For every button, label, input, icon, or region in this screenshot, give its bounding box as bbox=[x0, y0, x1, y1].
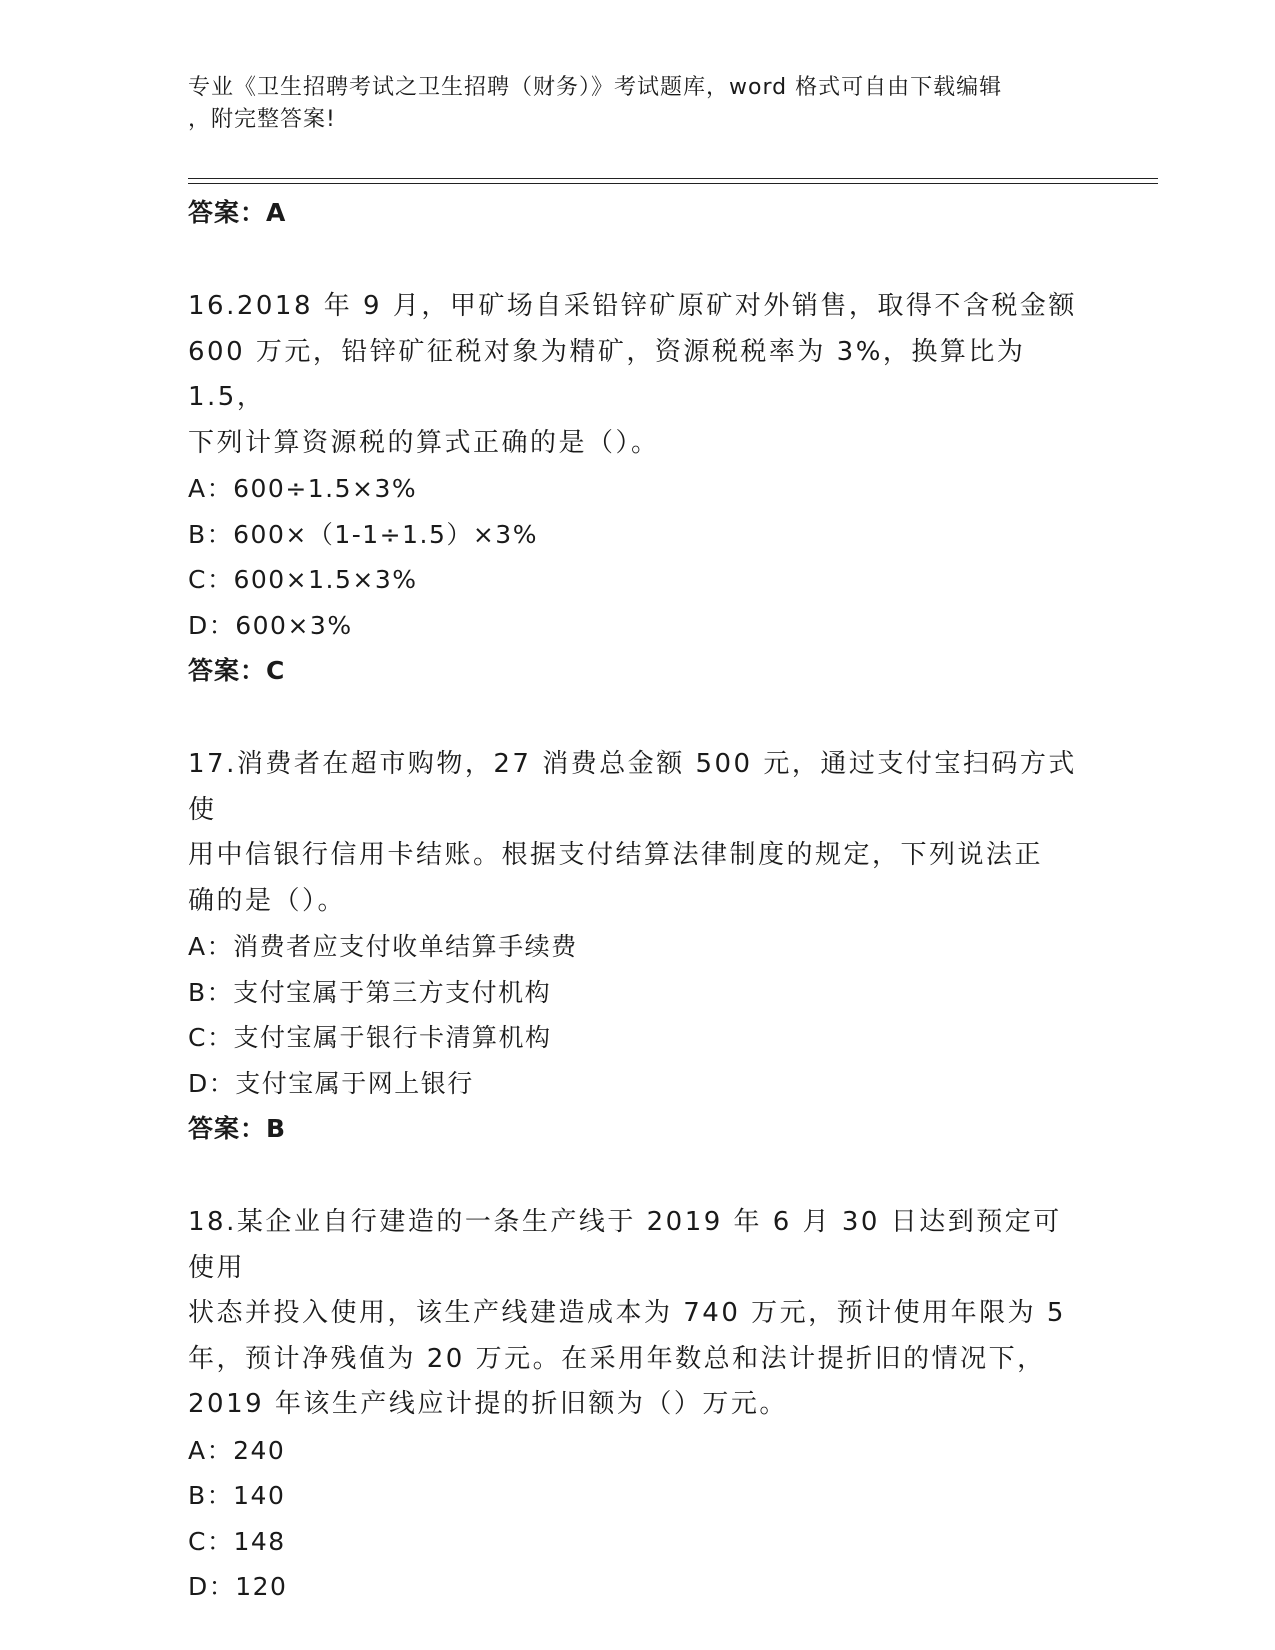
stem-line: 18.某企业自行建造的一条生产线于 2019 年 6 月 30 日达到预定可使用 bbox=[188, 1207, 1062, 1283]
answer-line: 答案：C bbox=[188, 656, 286, 685]
stem-line: 确的是（）。 bbox=[188, 885, 347, 916]
question-stem bbox=[188, 1200, 1088, 1428]
stem-line: 16.2018 年 9 月，甲矿场自采铅锌矿原矿对外销售，取得不含税金额 bbox=[188, 291, 1077, 321]
stem-line: 600 万元，铅锌矿征税对象为精矿，资源税税率为 3%，换算比为 1.5， bbox=[188, 336, 1026, 412]
header-line-1: 专业《卫生招聘考试之卫生招聘（财务）》考试题库，word 格式可自由下载编辑 bbox=[188, 75, 1003, 100]
stem-line: 17.消费者在超市购物，27 消费总金额 500 元，通过支付宝扫码方式使 bbox=[188, 749, 1077, 825]
question-16 bbox=[188, 284, 1088, 694]
option-c: C：支付宝属于银行卡清算机构 bbox=[188, 1023, 552, 1052]
question-18 bbox=[188, 1200, 1088, 1610]
document-body bbox=[188, 190, 1088, 1610]
header-divider-bottom bbox=[188, 183, 1158, 184]
option-c: C：148 bbox=[188, 1526, 286, 1556]
page-header bbox=[188, 72, 1088, 136]
stem-line: 2019 年该生产线应计提的折旧额为（）万元。 bbox=[188, 1389, 788, 1419]
option-b: B：140 bbox=[188, 1481, 286, 1510]
option-d: D：600×3% bbox=[188, 610, 353, 640]
option-d: D：支付宝属于网上银行 bbox=[188, 1068, 474, 1098]
stem-line: 用中信银行信用卡结账。根据支付结算法律制度的规定，下列说法正 bbox=[188, 840, 1044, 870]
option-a: A：600÷1.5×3% bbox=[188, 474, 418, 503]
header-divider-top bbox=[188, 178, 1158, 179]
option-a: A：消费者应支付收单结算手续费 bbox=[188, 932, 578, 961]
stem-line: 下列计算资源税的算式正确的是（）。 bbox=[188, 427, 660, 458]
question-17 bbox=[188, 742, 1088, 1152]
stem-line: 年，预计净残值为 20 万元。在采用年数总和法计提折旧的情况下， bbox=[188, 1343, 1046, 1374]
answer-line: 答案：B bbox=[188, 1114, 287, 1143]
option-b: B：支付宝属于第三方支付机构 bbox=[188, 977, 552, 1007]
question-stem bbox=[188, 284, 1088, 466]
option-d: D：120 bbox=[188, 1572, 288, 1601]
option-b: B：600×（1-1÷1.5）×3% bbox=[188, 519, 538, 549]
option-a: A：240 bbox=[188, 1435, 286, 1465]
header-line-2: ，附完整答案! bbox=[188, 107, 336, 132]
question-stem bbox=[188, 742, 1088, 924]
option-c: C：600×1.5×3% bbox=[188, 565, 418, 594]
stem-line: 状态并投入使用，该生产线建造成本为 740 万元，预计使用年限为 5 bbox=[188, 1298, 1066, 1328]
answer-line: 答案：A bbox=[188, 198, 287, 227]
